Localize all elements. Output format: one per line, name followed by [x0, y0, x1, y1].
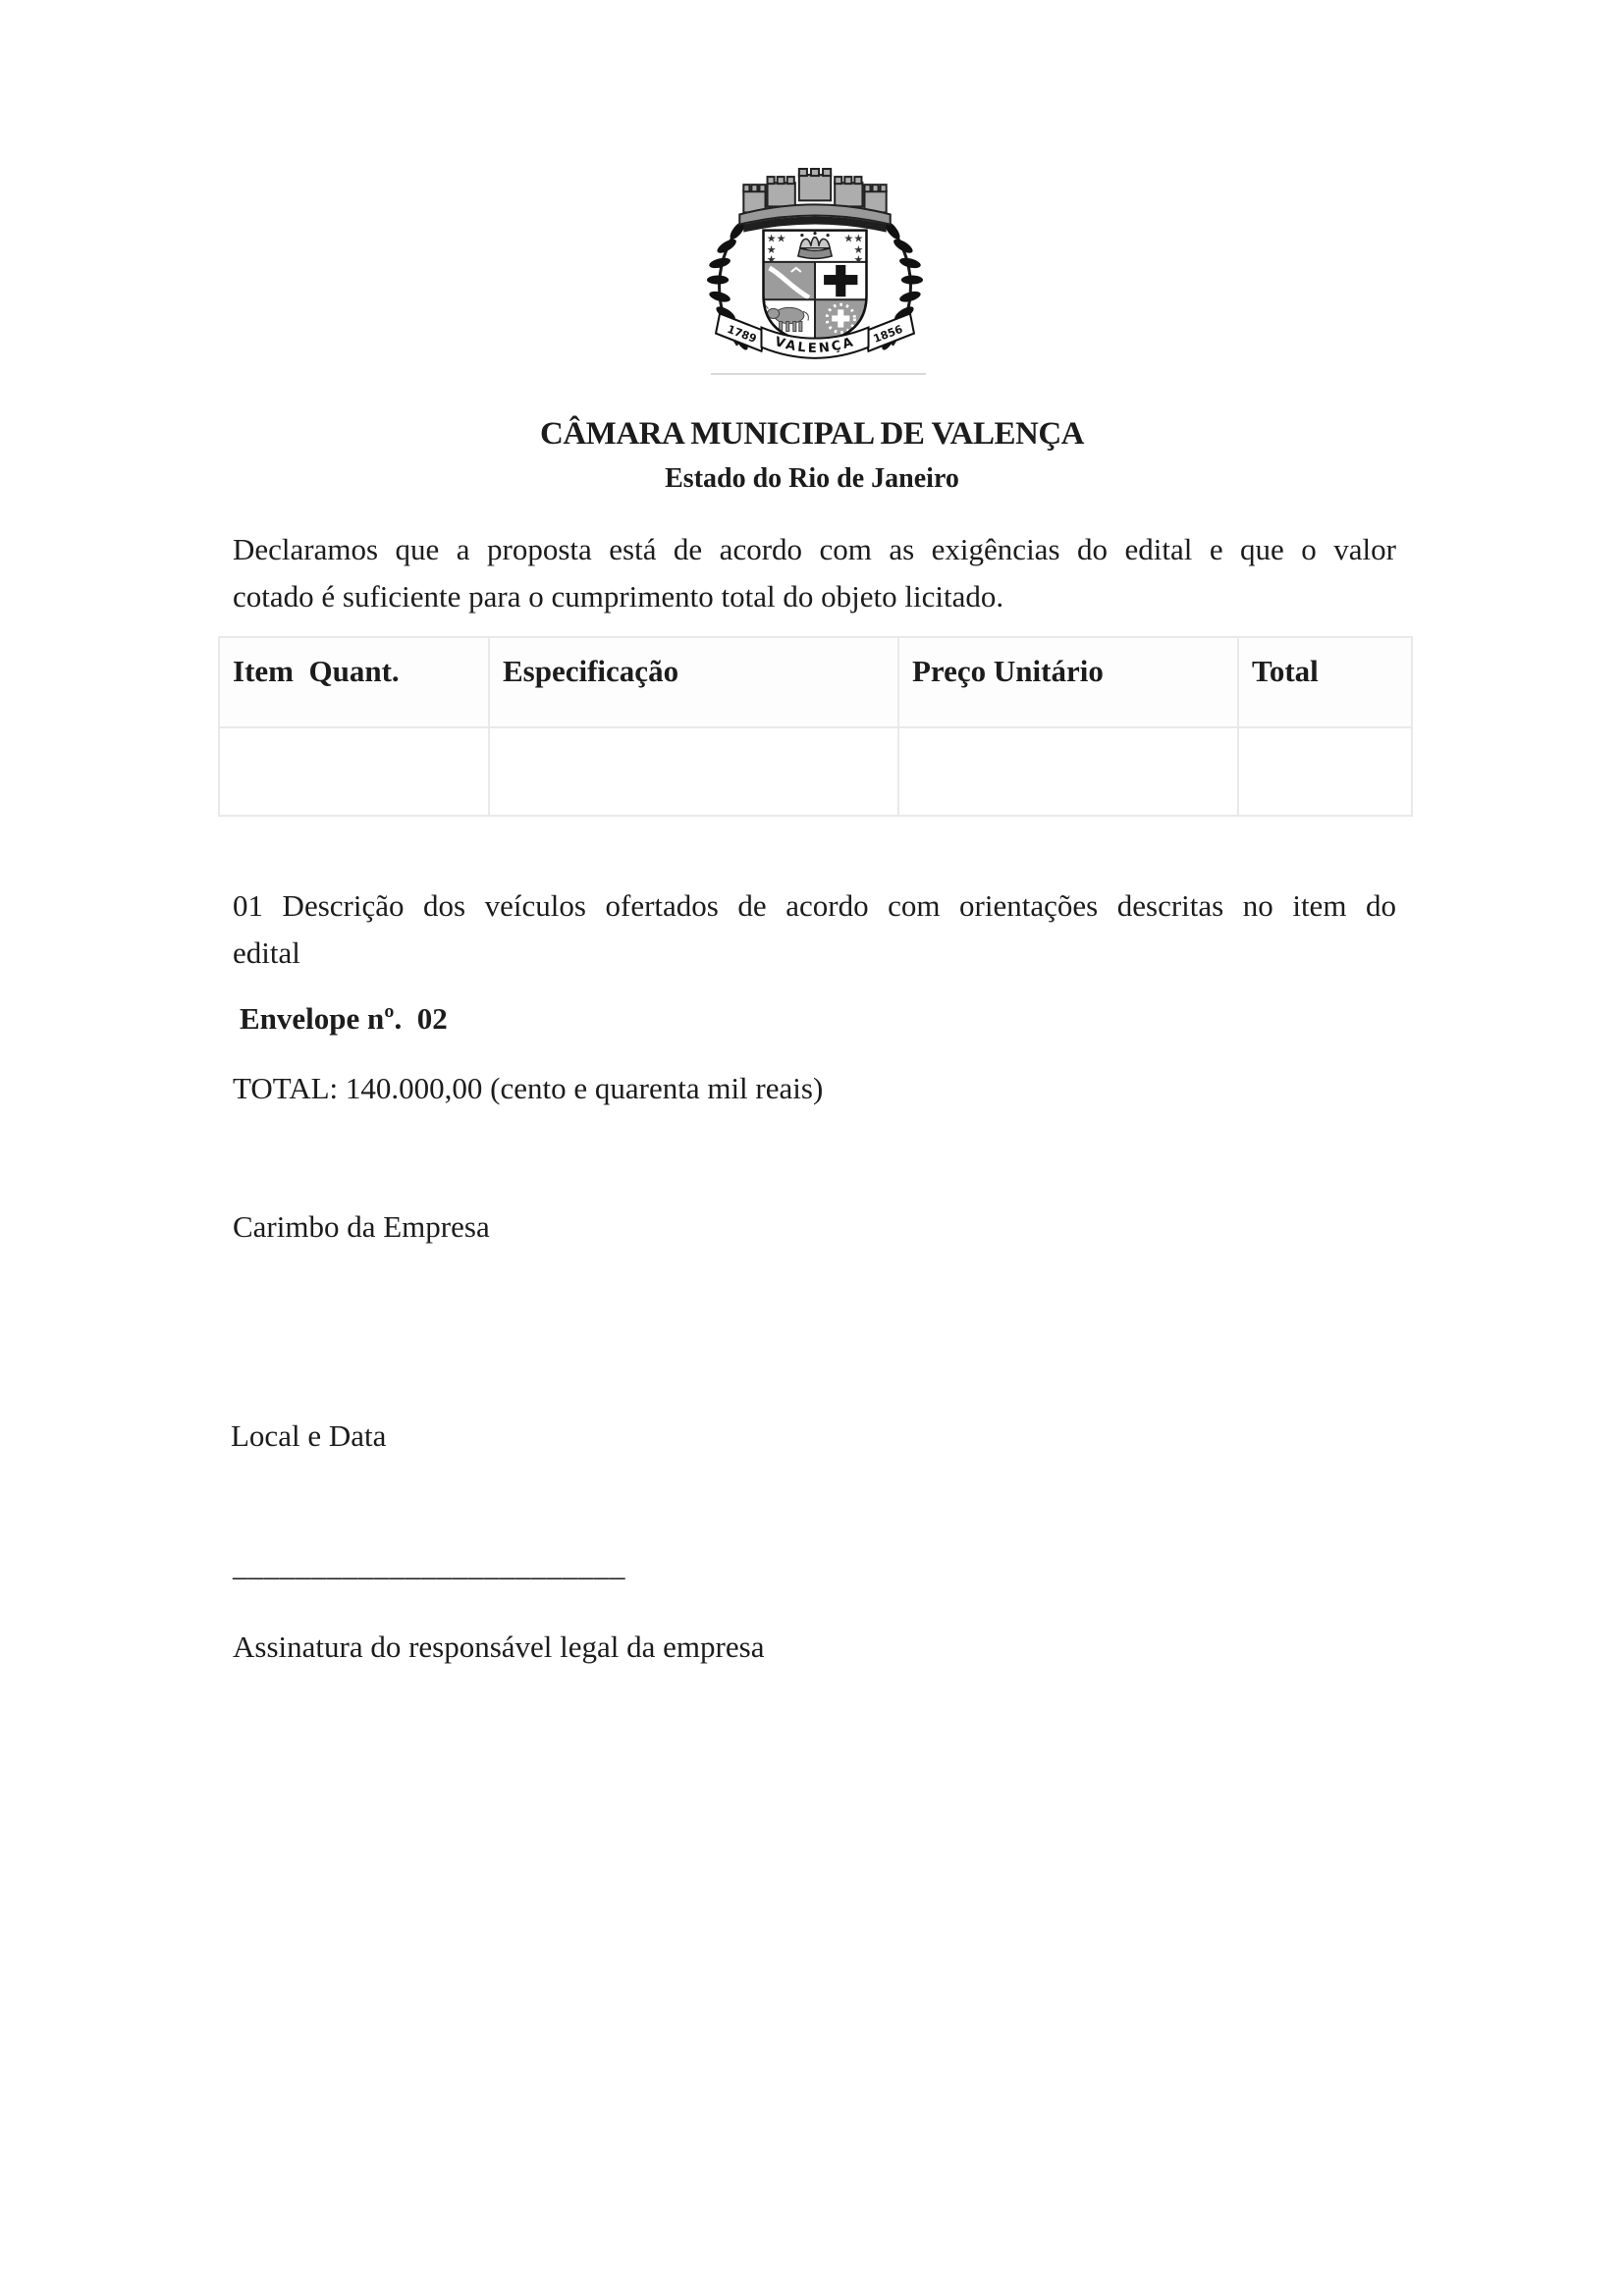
svg-text:★: ★ — [766, 252, 777, 266]
coat-of-arms — [695, 167, 935, 375]
crest-divider-line — [711, 373, 926, 375]
table-header-row — [219, 637, 1412, 727]
col-header-preco-unitario: Preço Unitário — [898, 637, 1238, 727]
item-description — [233, 882, 1396, 977]
svg-text:★: ★ — [853, 252, 864, 266]
svg-text:★: ★ — [843, 232, 854, 245]
envelope-label: Envelope nº. 02 — [240, 1001, 448, 1036]
quote-table — [218, 636, 1413, 817]
org-subtitle: Estado do Rio de Janeiro — [665, 463, 959, 494]
svg-text:★: ★ — [776, 232, 786, 245]
banner-year-left: 1789 — [725, 322, 759, 346]
place-date-label: Local e Data — [231, 1418, 387, 1453]
col-header-total: Total — [1238, 637, 1412, 727]
item-description-line-1: 01 Descrição dos veículos ofertados de acordo com orientações descritas no item do — [233, 888, 1396, 923]
svg-text:★: ★ — [766, 242, 777, 256]
valenca-crest-icon — [695, 167, 935, 375]
mural-crown-icon — [739, 169, 890, 233]
intro-paragraph — [233, 526, 1396, 620]
table-cell — [1238, 727, 1412, 816]
stamp-label: Carimbo da Empresa — [233, 1209, 490, 1244]
banner-year-right: 1856 — [871, 322, 905, 346]
table-cell — [219, 727, 489, 816]
svg-text:★: ★ — [766, 232, 777, 245]
svg-text:★: ★ — [853, 232, 864, 245]
signature-line: _________________________ — [233, 1548, 625, 1582]
intro-line-2: cotado é suficiente para o cumprimento total do objeto licitado. — [233, 579, 1004, 614]
total-line: TOTAL: 140.000,00 (cento e quarenta mil reais) — [233, 1071, 824, 1105]
table-row — [219, 727, 1412, 816]
banner-city-name: VALENÇA — [773, 334, 857, 356]
org-title: CÂMARA MUNICIPAL DE VALENÇA — [540, 416, 1084, 452]
item-description-line-2: edital — [233, 935, 300, 970]
intro-line-1: Declaramos que a proposta está de acordo com as exigências do edital e que o valor — [233, 532, 1396, 566]
col-header-item-quant: Item Quant. — [219, 637, 489, 727]
table-cell — [489, 727, 898, 816]
signature-caption: Assinatura do responsável legal da empresa — [233, 1629, 765, 1664]
svg-text:★: ★ — [853, 242, 864, 256]
col-header-especificacao: Especificação — [489, 637, 898, 727]
table-cell — [898, 727, 1238, 816]
